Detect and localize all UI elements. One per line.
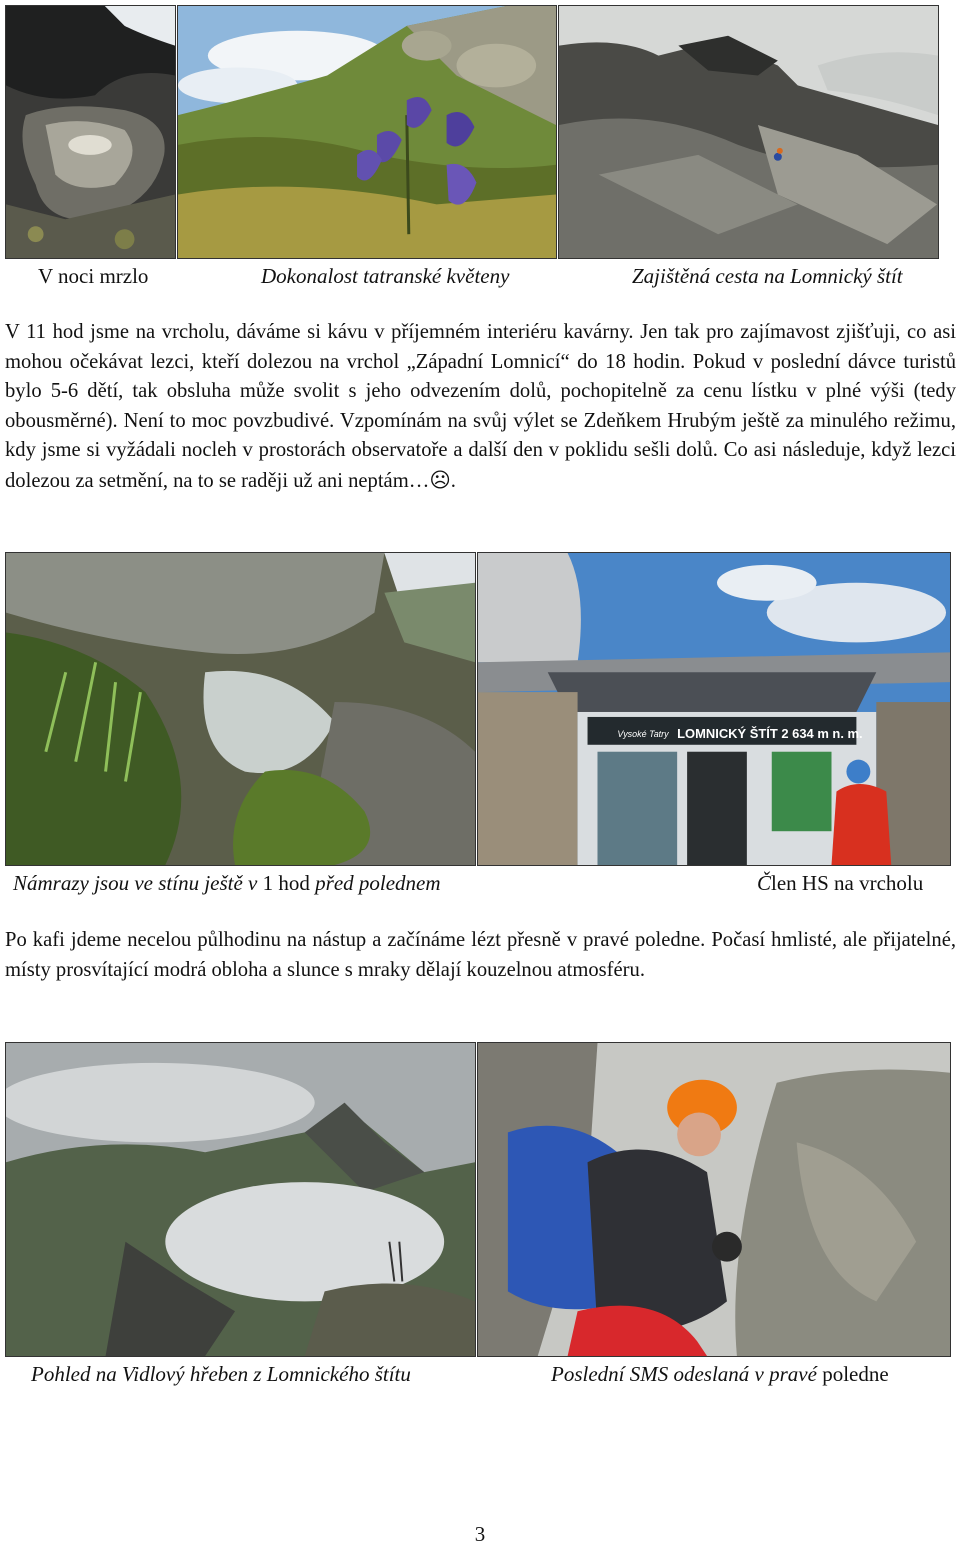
caption-text-part2: len HS na vrcholu [771,871,924,895]
photo-ridge-view [5,1042,476,1357]
sign-logo: Vysoké Tatry [617,728,669,739]
caption-text-part1: Námrazy jsou ve stínu ještě v [13,871,263,895]
photo-frost-grass [5,552,476,866]
caption-text-part2: 1 hod [262,871,316,895]
photo-ferrata-rocks [558,5,939,259]
caption-ridge-view [31,1362,411,1386]
caption-text: Zajištěná cesta na Lomnický štít [632,264,903,288]
caption-flowers [261,264,509,288]
frown-emoticon-icon: ☹ [429,467,451,492]
photo-summit-station [477,552,951,866]
caption-ferrata [632,264,903,288]
caption-text: Pohled na Vidlový hřeben z Lomnického štítu [31,1362,411,1386]
caption-text: Dokonalost tatranské květeny [261,264,510,288]
photo-frozen-puddle [5,5,176,259]
caption-text-part3: před polednem [315,871,441,895]
sign-text: LOMNICKÝ ŠTÍT 2 634 m n. m. [677,725,863,741]
photo-climber-sms [477,1042,951,1357]
paragraph-end: . [450,469,456,492]
paragraph-text: Po kafi jdeme necelou půlhodinu na nástup a začínáme lézt přesně v pravé poledne. Počasí hmlisté, ale přijatelné, místy prosvítající modrá obloha a slunce s mraky dělají kouzelnou atmosféru. [5,929,956,981]
caption-text-part1: Č [757,871,772,895]
caption-text-part2: poledne [822,1362,889,1386]
caption-text-part1: Poslední SMS odeslaná v pravé [551,1362,823,1386]
caption-summit-member [757,871,923,895]
page-number: 3 [474,1522,486,1546]
paragraph-text: V 11 hod jsme na vrcholu, dáváme si kávu v příjemném interiéru kavárny. Jen tak pro zajímavost zjišťuji, co asi mohou očekávat lezci, kteří dolezou na vrchol „Západní Lomnicí“ do 18 hodin. Pokud v poslední dávce turistů bylo 5-6 dětí, tak obsluha může svolit s jeho odvezením dolů, pochopitelně za cenu lístku v plné výši (tedy obousměrné). Není to moc povzbudivé. Vzpomínám na svůj výlet se Zdeňkem Hrubým ještě za minulého režimu, kdy jsme si vyžádali nocleh v prostorách observatoře a další den v poklidu sešli dolů. Co asi následuje, když lezci dolezou za setmění, na to se raději už ani neptám… [5,321,956,492]
photo-bellflowers [177,5,557,259]
caption-last-sms [551,1362,889,1386]
caption-text: V noci mrzlo [38,264,149,288]
paragraph-summit-coffee [5,318,956,496]
paragraph-climb-start [5,926,956,985]
caption-frost-night [38,264,148,288]
caption-frost-grass [13,871,441,895]
